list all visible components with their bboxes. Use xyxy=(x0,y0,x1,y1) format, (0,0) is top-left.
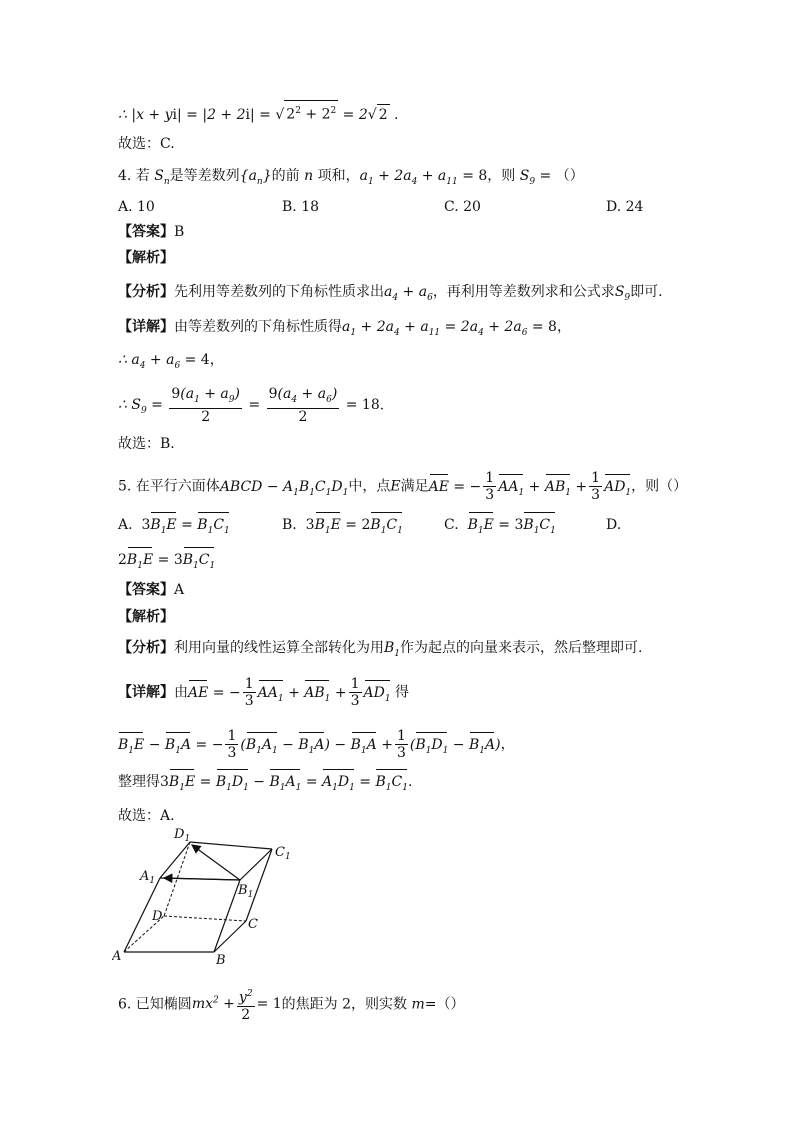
q4-option-c: C. 20 xyxy=(444,199,481,215)
prev-choose: 故选：C. xyxy=(118,136,175,152)
q5-option-c: C. $B_1E = 3B_1C_1$ xyxy=(444,515,556,541)
q4-choose: 故选：B. xyxy=(118,436,175,452)
q4-option-d: D. 24 xyxy=(606,199,644,215)
label-c1: $C_1$ xyxy=(275,845,291,862)
parallelepiped-figure xyxy=(112,824,312,972)
vector-b1-a1 xyxy=(164,878,240,880)
edge-c1-c xyxy=(246,849,272,921)
q4-option-a: A. 10 xyxy=(118,199,155,215)
label-d1: $D_1$ xyxy=(174,827,191,844)
q5-option-b: B. $3B_1E = 2B_1C_1$ xyxy=(282,515,403,541)
q4-fenxi: 【分析】先利用等差数列的下角标性质求出$a_4 + a_6$，再利用等差数列求和公式求$S_9$即可. xyxy=(118,284,663,303)
q4-step-2: ∴ $S_9$ = $\frac{9(a_1 + a_9)}{2}$ = $\frac{9(a_4 + a_6)}{2}$ = 18. xyxy=(118,386,385,425)
q4-step-1: ∴ $a_4 + a_6 = 4$， xyxy=(118,352,224,371)
label-a1: $A_1$ xyxy=(140,869,156,886)
q5-step-2: 整理得$3B_1E = B_1D_1 - B_1A_1 = A_1D_1 = B_1C_1$. xyxy=(118,772,412,798)
edge-a1-d1 xyxy=(160,842,190,878)
q5-stem: 5. 在平行六面体ABCD − $A_1B_1C_1D_1$中，点E满足AE = − $\frac{1}{3}$ $AA_1 + AB_1$ + $\frac{1}{3}$ $AD_1$，则（） xyxy=(118,470,688,503)
q5-xiangjie: 【详解】由AE = − $\frac{1}{3}$ $AA_1 + AB_1$ + $\frac{1}{3}$ $AD_1$ 得 xyxy=(118,676,410,709)
vector-b1-d1 xyxy=(192,845,240,880)
prev-therefore-line: ∴ |x + yi| = |2 + 2i| = √ $2^2 + 2^2 = 2√$ 2 . xyxy=(118,100,399,125)
q5-answer: 【答案】A xyxy=(118,582,185,598)
label-c: C xyxy=(248,917,258,932)
label-a: A xyxy=(112,949,122,964)
edge-d-c xyxy=(164,916,246,921)
edge-b1-c1 xyxy=(240,849,272,880)
q4-analysis-label: 【解析】 xyxy=(118,250,174,266)
edge-d1-c1 xyxy=(190,842,272,849)
q5-option-a: A. $3B_1E = B_1C_1$ xyxy=(118,515,230,541)
edge-b-c xyxy=(214,921,246,952)
q5-step-1: $B_1E - B_1A$ = − $\frac{1}{3}$ $(B_1A_1 - B_1A) - B_1A$ + $\frac{1}{3}$ $(B_1D_1 - B_1A)$， xyxy=(118,728,515,761)
q4-xiangjie: 【详解】由等差数列的下角标性质得$a_1 + 2a_4 + a_{11} = 2a_4 + 2a_6 = 8$， xyxy=(118,319,571,338)
q5-analysis-label: 【解析】 xyxy=(118,609,174,625)
q5-option-d-label: D. xyxy=(606,517,622,533)
label-b: B xyxy=(216,953,226,968)
q4-option-b: B. 18 xyxy=(282,199,320,215)
label-b1: $B_1$ xyxy=(238,883,254,900)
q6-stem: 6. 已知椭圆$mx^2$ + $\frac{y^2}{2}$ = 1的焦距为 2，则实数 m=（） xyxy=(118,986,464,1023)
q5-choose: 故选：A. xyxy=(118,808,175,824)
q4-answer: 【答案】B xyxy=(118,224,185,240)
edge-b1-b xyxy=(214,880,240,952)
q4-stem: 4. 若 $S_n$是等差数列$\{a_n\}$的前 n 项和，$a_1 + 2a_4 + a_{11} = 8$，则 $S_9$ = （） xyxy=(118,168,584,187)
q5-option-d-expr: $2B_1E = 3B_1C_1$ xyxy=(118,550,215,576)
q5-fenxi: 【分析】利用向量的线性运算全部转化为用$B_1$作为起点的向量来表示，然后整理即可. xyxy=(118,640,643,659)
label-d: D xyxy=(152,909,163,924)
